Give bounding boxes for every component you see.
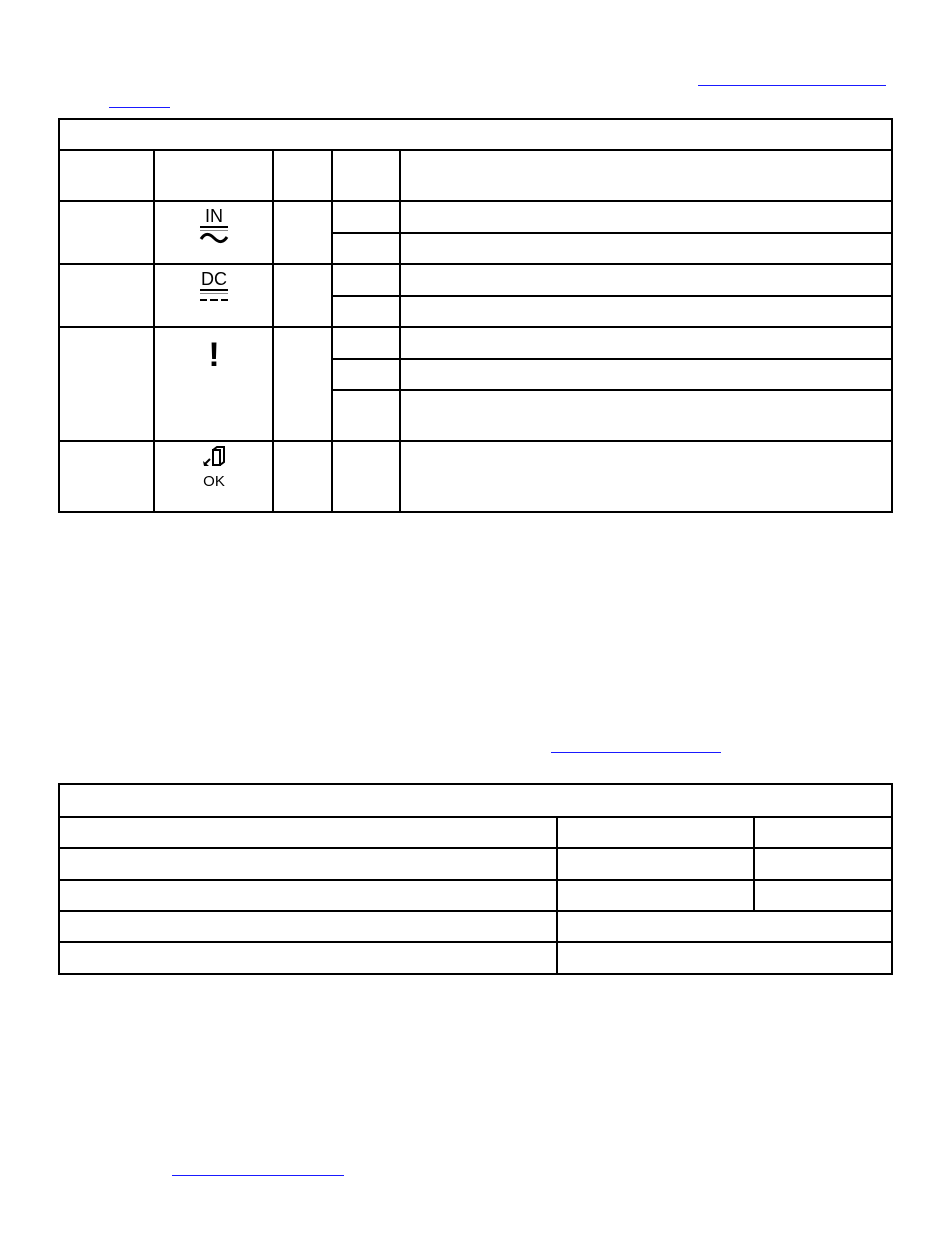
table-cell: [59, 880, 557, 911]
table-title: [59, 119, 892, 150]
hyperlink-underline-2[interactable]: [109, 107, 170, 108]
table-cell: [59, 911, 557, 942]
led-indicator-table: [58, 118, 893, 513]
table-cell: [59, 264, 154, 327]
table-cell: [59, 327, 154, 441]
icon-cell: [154, 201, 273, 264]
specification-table: [58, 783, 893, 975]
ac-input-icon: [194, 202, 234, 246]
table-cell: [59, 942, 557, 974]
column-header: [332, 150, 400, 201]
table-cell: [332, 201, 400, 233]
table-cell: [332, 233, 400, 264]
module-ok-icon: [194, 442, 234, 492]
table-cell: [400, 390, 892, 441]
table-cell: [273, 201, 332, 264]
table-cell: [557, 911, 892, 942]
table-cell: [400, 233, 892, 264]
table-cell: [273, 264, 332, 327]
module-ok-icon-label: OK: [202, 473, 225, 490]
column-header: [154, 150, 273, 201]
hyperlink-underline-1[interactable]: [698, 85, 886, 86]
table-cell: [754, 817, 892, 848]
table-cell: [400, 296, 892, 327]
table-cell: [332, 264, 400, 296]
table-cell: [557, 942, 892, 974]
table-cell: [59, 817, 557, 848]
table-cell: [557, 817, 754, 848]
dc-output-icon-label: DC: [200, 269, 227, 289]
table-cell: [332, 390, 400, 441]
table-cell: [59, 441, 154, 512]
hyperlink-underline-3[interactable]: [551, 752, 721, 753]
table-cell: [400, 201, 892, 233]
hyperlink-underline-4[interactable]: [172, 1175, 344, 1176]
table-cell: [400, 264, 892, 296]
table-cell: [59, 848, 557, 880]
table-title: [59, 784, 892, 817]
table-cell: [754, 880, 892, 911]
dc-output-icon: [194, 265, 234, 309]
column-header: [59, 150, 154, 201]
table-cell: [400, 327, 892, 359]
column-header: [273, 150, 332, 201]
table-cell: [332, 359, 400, 390]
table-cell: [332, 441, 400, 512]
column-header: [400, 150, 892, 201]
table-cell: [400, 441, 892, 512]
table-cell: [273, 441, 332, 512]
table-cell: [400, 359, 892, 390]
table-cell: [557, 880, 754, 911]
table-cell: [332, 327, 400, 359]
table-cell: [59, 201, 154, 264]
icon-cell: [154, 441, 273, 512]
fault-icon: [194, 328, 234, 372]
ac-input-icon-label: IN: [204, 206, 223, 226]
table-cell: [273, 327, 332, 441]
table-cell: [557, 848, 754, 880]
icon-cell: [154, 327, 273, 441]
icon-cell: [154, 264, 273, 327]
table-cell: [332, 296, 400, 327]
fault-icon-label: !: [207, 336, 220, 372]
table-cell: [754, 848, 892, 880]
